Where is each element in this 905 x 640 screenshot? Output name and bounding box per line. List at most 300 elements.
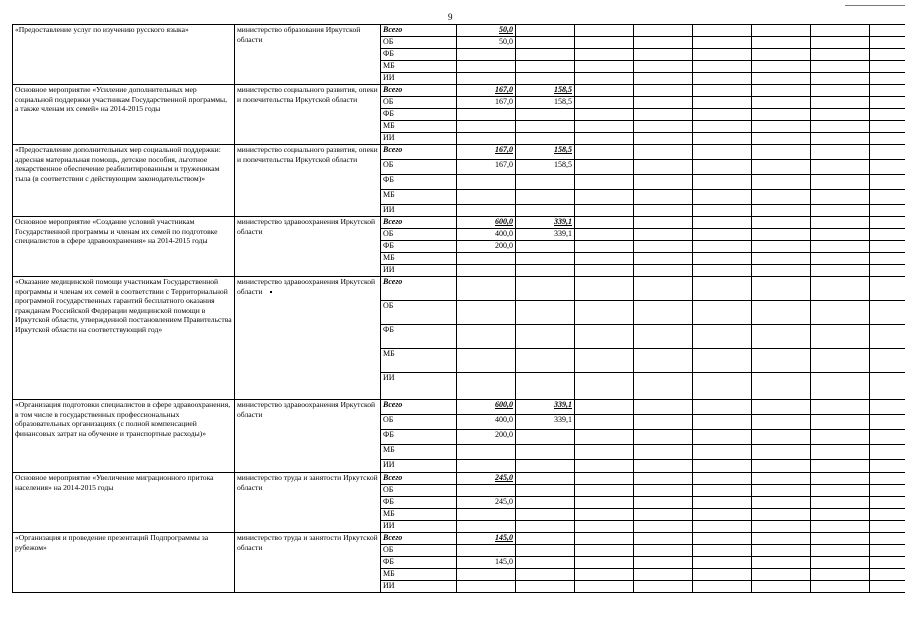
- value-cell: [752, 557, 811, 569]
- value-cell: [516, 581, 575, 593]
- value-cell: [575, 241, 634, 253]
- value-cell: [752, 73, 811, 85]
- value-cell: [870, 400, 905, 415]
- event-name-cell: Основное мероприятие «Усиление дополнительных мер социальной поддержки участникам Государственной программы, а также членам их семей» на 2014-2015 годы: [13, 85, 235, 145]
- value-cell: [634, 277, 693, 301]
- value-cell: [870, 430, 905, 445]
- funding-source-label: ОБ: [381, 160, 457, 175]
- value-cell: [634, 37, 693, 49]
- value-cell: [575, 533, 634, 545]
- value-cell: [634, 400, 693, 415]
- value-cell: [811, 133, 870, 145]
- value-cell: [516, 205, 575, 217]
- value-cell: [811, 373, 870, 400]
- executor-text: министерство здравоохранения Иркутской области: [237, 217, 376, 236]
- funding-source-label: ФБ: [381, 241, 457, 253]
- value-cell: [575, 430, 634, 445]
- value-cell: [811, 581, 870, 593]
- executor-cell: [235, 145, 381, 217]
- executor-cell: [235, 217, 381, 277]
- value-cell: [870, 190, 905, 205]
- value-cell: [752, 190, 811, 205]
- value-cell: 245,0: [457, 497, 516, 509]
- value-cell: [634, 190, 693, 205]
- executor-text: министерство образования Иркутской области: [237, 25, 361, 44]
- event-name-cell: «Организация подготовки специалистов в сфере здравоохранения, в том числе в государственных профессиональных образовательных организациях (с полной компенсацией финансовых затрат на обучение и транспортные расходы)»: [13, 400, 235, 473]
- value-cell: [457, 569, 516, 581]
- value-cell: [752, 325, 811, 349]
- value-cell: [752, 121, 811, 133]
- value-cell: [634, 430, 693, 445]
- value-cell: [752, 277, 811, 301]
- scan-speck: [270, 291, 272, 293]
- value-cell: [752, 241, 811, 253]
- value-cell: [693, 557, 752, 569]
- value-cell: [575, 301, 634, 325]
- value-cell: [811, 85, 870, 97]
- value-cell: [693, 545, 752, 557]
- value-cell: [575, 557, 634, 569]
- value-cell: [575, 277, 634, 301]
- value-cell: [516, 460, 575, 473]
- value-cell: [516, 521, 575, 533]
- value-cell: 339,1: [516, 415, 575, 430]
- value-cell: [811, 241, 870, 253]
- value-cell: [811, 217, 870, 229]
- value-cell: [870, 85, 905, 97]
- value-cell: [811, 109, 870, 121]
- value-cell: [516, 241, 575, 253]
- funding-source-label: МБ: [381, 253, 457, 265]
- value-cell: [693, 121, 752, 133]
- value-cell: [634, 133, 693, 145]
- value-cell: [457, 460, 516, 473]
- value-cell: [693, 145, 752, 160]
- value-cell: 158,5: [516, 160, 575, 175]
- value-cell: [634, 301, 693, 325]
- value-cell: [752, 373, 811, 400]
- value-cell: 145,0: [457, 533, 516, 545]
- value-cell: [516, 557, 575, 569]
- value-cell: [634, 581, 693, 593]
- value-cell: [752, 581, 811, 593]
- value-cell: [870, 325, 905, 349]
- value-cell: [575, 229, 634, 241]
- funding-source-label: Всего: [381, 85, 457, 97]
- value-cell: [575, 415, 634, 430]
- funding-source-label: ИИ: [381, 73, 457, 85]
- value-cell: [752, 37, 811, 49]
- value-cell: [516, 349, 575, 373]
- value-cell: [457, 73, 516, 85]
- value-cell: [457, 581, 516, 593]
- funding-source-label: МБ: [381, 349, 457, 373]
- value-cell: [634, 253, 693, 265]
- value-cell: [516, 325, 575, 349]
- value-cell: [516, 61, 575, 73]
- value-cell: [811, 415, 870, 430]
- value-cell: [693, 301, 752, 325]
- value-cell: [516, 430, 575, 445]
- value-cell: [811, 175, 870, 190]
- value-cell: [457, 277, 516, 301]
- executor-text: министерство социального развития, опеки и попечительства Иркутской области: [237, 85, 378, 104]
- value-cell: [634, 349, 693, 373]
- value-cell: [634, 241, 693, 253]
- value-cell: [752, 217, 811, 229]
- value-cell: [752, 415, 811, 430]
- value-cell: [575, 253, 634, 265]
- value-cell: [811, 473, 870, 485]
- value-cell: [693, 73, 752, 85]
- table-row: [13, 217, 905, 229]
- value-cell: [752, 49, 811, 61]
- value-cell: [457, 49, 516, 61]
- value-cell: [870, 205, 905, 217]
- value-cell: [811, 160, 870, 175]
- value-cell: [752, 61, 811, 73]
- value-cell: [516, 73, 575, 85]
- value-cell: [575, 160, 634, 175]
- value-cell: 245,0: [457, 473, 516, 485]
- value-cell: [457, 253, 516, 265]
- value-cell: [870, 533, 905, 545]
- value-cell: [634, 97, 693, 109]
- funding-source-label: Всего: [381, 533, 457, 545]
- value-cell: [575, 265, 634, 277]
- value-cell: [693, 415, 752, 430]
- value-cell: [870, 61, 905, 73]
- value-cell: [457, 521, 516, 533]
- value-cell: [634, 415, 693, 430]
- value-cell: [752, 301, 811, 325]
- table-row: [13, 473, 905, 485]
- value-cell: [575, 145, 634, 160]
- value-cell: [457, 349, 516, 373]
- funding-source-label: ОБ: [381, 415, 457, 430]
- executor-cell: [235, 277, 381, 400]
- value-cell: [634, 25, 693, 37]
- value-cell: [516, 509, 575, 521]
- value-cell: [870, 445, 905, 460]
- funding-source-label: ОБ: [381, 545, 457, 557]
- table-row: [13, 25, 905, 37]
- value-cell: [634, 485, 693, 497]
- value-cell: [811, 533, 870, 545]
- value-cell: [457, 121, 516, 133]
- value-cell: [575, 325, 634, 349]
- value-cell: 400,0: [457, 229, 516, 241]
- value-cell: [752, 265, 811, 277]
- value-cell: 145,0: [457, 557, 516, 569]
- value-cell: [575, 61, 634, 73]
- value-cell: [516, 190, 575, 205]
- value-cell: [634, 49, 693, 61]
- value-cell: [870, 569, 905, 581]
- executor-text: министерство здравоохранения Иркутской области: [237, 277, 376, 296]
- funding-source-label: ФБ: [381, 497, 457, 509]
- value-cell: [457, 205, 516, 217]
- value-cell: [575, 73, 634, 85]
- value-cell: [811, 265, 870, 277]
- value-cell: 158,5: [516, 97, 575, 109]
- value-cell: [693, 400, 752, 415]
- value-cell: [575, 445, 634, 460]
- value-cell: 339,1: [516, 217, 575, 229]
- value-cell: [811, 49, 870, 61]
- value-cell: [457, 109, 516, 121]
- value-cell: [575, 37, 634, 49]
- value-cell: [870, 49, 905, 61]
- value-cell: [811, 485, 870, 497]
- funding-source-label: ФБ: [381, 325, 457, 349]
- value-cell: [752, 145, 811, 160]
- value-cell: [870, 277, 905, 301]
- value-cell: [693, 229, 752, 241]
- value-cell: 200,0: [457, 430, 516, 445]
- value-cell: [811, 73, 870, 85]
- value-cell: [575, 49, 634, 61]
- value-cell: [811, 497, 870, 509]
- value-cell: [516, 175, 575, 190]
- value-cell: [516, 49, 575, 61]
- value-cell: [693, 430, 752, 445]
- value-cell: [752, 205, 811, 217]
- value-cell: [811, 301, 870, 325]
- value-cell: [516, 569, 575, 581]
- value-cell: 167,0: [457, 160, 516, 175]
- value-cell: [811, 509, 870, 521]
- funding-source-label: ОБ: [381, 229, 457, 241]
- value-cell: [870, 415, 905, 430]
- value-cell: [752, 497, 811, 509]
- value-cell: 50,0: [457, 37, 516, 49]
- value-cell: [752, 460, 811, 473]
- table-row: [13, 277, 905, 301]
- value-cell: [457, 190, 516, 205]
- value-cell: [811, 229, 870, 241]
- value-cell: [575, 175, 634, 190]
- value-cell: [752, 473, 811, 485]
- value-cell: [811, 430, 870, 445]
- event-name-cell: Основное мероприятие «Увеличение миграционного притока населения» на 2014-2015 годы: [13, 473, 235, 533]
- value-cell: [575, 217, 634, 229]
- value-cell: [634, 160, 693, 175]
- funding-source-label: ОБ: [381, 97, 457, 109]
- value-cell: [516, 533, 575, 545]
- value-cell: [693, 160, 752, 175]
- value-cell: [870, 265, 905, 277]
- value-cell: [870, 521, 905, 533]
- value-cell: [870, 160, 905, 175]
- value-cell: [516, 277, 575, 301]
- value-cell: [870, 497, 905, 509]
- table-row: [13, 400, 905, 415]
- value-cell: [457, 301, 516, 325]
- value-cell: [634, 325, 693, 349]
- value-cell: [870, 473, 905, 485]
- value-cell: [870, 97, 905, 109]
- value-cell: [752, 160, 811, 175]
- value-cell: [870, 109, 905, 121]
- value-cell: [575, 473, 634, 485]
- value-cell: [752, 97, 811, 109]
- value-cell: [870, 145, 905, 160]
- page-number: 9: [448, 12, 453, 22]
- value-cell: [575, 133, 634, 145]
- value-cell: [870, 485, 905, 497]
- value-cell: [575, 349, 634, 373]
- value-cell: [516, 253, 575, 265]
- executor-text: министерство социального развития, опеки и попечительства Иркутской области: [237, 145, 378, 164]
- event-name-cell: «Оказание медицинской помощи участникам Государственной программы и членам их семей в соответствии с Территориальной программой государственных гарантий бесплатного оказания гражданам Российской Федерации медицинской помощи в Иркутской области, утвержденной постановлением Правительства Иркутской области на соответствующий год»: [13, 277, 235, 400]
- value-cell: [634, 460, 693, 473]
- value-cell: [634, 85, 693, 97]
- funding-source-label: Всего: [381, 400, 457, 415]
- value-cell: [752, 545, 811, 557]
- executor-text: министерство труда и занятости Иркутской области: [237, 473, 378, 492]
- value-cell: [811, 349, 870, 373]
- value-cell: [575, 85, 634, 97]
- document-page: [12, 24, 900, 593]
- executor-cell: [235, 25, 381, 85]
- value-cell: [870, 373, 905, 400]
- value-cell: [752, 133, 811, 145]
- value-cell: [752, 229, 811, 241]
- value-cell: [693, 25, 752, 37]
- funding-source-label: ФБ: [381, 557, 457, 569]
- funding-source-label: МБ: [381, 121, 457, 133]
- value-cell: [752, 521, 811, 533]
- value-cell: [575, 545, 634, 557]
- event-name-cell: Основное мероприятие «Создание условий участникам Государственной программы и членам их семей по подготовке специалистов в сфере здравоохранения» на 2014-2015 годы: [13, 217, 235, 277]
- value-cell: [693, 373, 752, 400]
- value-cell: [752, 85, 811, 97]
- value-cell: [457, 373, 516, 400]
- value-cell: [575, 97, 634, 109]
- event-name-cell: «Предоставление услуг по изучению русского языка»: [13, 25, 235, 85]
- value-cell: 158,5: [516, 85, 575, 97]
- value-cell: [752, 569, 811, 581]
- value-cell: [575, 485, 634, 497]
- value-cell: [870, 301, 905, 325]
- value-cell: [516, 545, 575, 557]
- event-name-cell: «Предоставление дополнительных мер социальной поддержки: адресная материальная помощь, детские пособия, льготное лекарственное обеспечение реабилитированным и труженикам тыла (в соответствии с действующим законодательством)»: [13, 145, 235, 217]
- value-cell: [693, 509, 752, 521]
- value-cell: [870, 175, 905, 190]
- funding-source-label: ИИ: [381, 460, 457, 473]
- value-cell: [693, 85, 752, 97]
- value-cell: [575, 190, 634, 205]
- value-cell: [811, 400, 870, 415]
- funding-source-label: МБ: [381, 445, 457, 460]
- value-cell: [575, 581, 634, 593]
- value-cell: [575, 569, 634, 581]
- funding-source-label: ОБ: [381, 301, 457, 325]
- value-cell: [516, 37, 575, 49]
- value-cell: [634, 557, 693, 569]
- funding-source-label: ИИ: [381, 373, 457, 400]
- value-cell: [457, 175, 516, 190]
- value-cell: [811, 445, 870, 460]
- value-cell: [516, 121, 575, 133]
- value-cell: 339,1: [516, 400, 575, 415]
- value-cell: [693, 217, 752, 229]
- value-cell: [870, 121, 905, 133]
- value-cell: [811, 121, 870, 133]
- funding-source-label: Всего: [381, 277, 457, 301]
- value-cell: 167,0: [457, 85, 516, 97]
- value-cell: [693, 277, 752, 301]
- value-cell: [634, 145, 693, 160]
- value-cell: [870, 581, 905, 593]
- value-cell: [693, 37, 752, 49]
- value-cell: [811, 545, 870, 557]
- value-cell: [693, 253, 752, 265]
- value-cell: [575, 373, 634, 400]
- value-cell: [811, 460, 870, 473]
- value-cell: 600,0: [457, 400, 516, 415]
- value-cell: [693, 569, 752, 581]
- value-cell: 339,1: [516, 229, 575, 241]
- value-cell: 400,0: [457, 415, 516, 430]
- value-cell: [693, 97, 752, 109]
- value-cell: [516, 497, 575, 509]
- value-cell: [634, 497, 693, 509]
- value-cell: [693, 349, 752, 373]
- value-cell: [693, 109, 752, 121]
- value-cell: [575, 121, 634, 133]
- value-cell: [575, 25, 634, 37]
- value-cell: [752, 485, 811, 497]
- value-cell: [811, 521, 870, 533]
- value-cell: [693, 241, 752, 253]
- value-cell: [457, 61, 516, 73]
- value-cell: 50,0: [457, 25, 516, 37]
- value-cell: [693, 325, 752, 349]
- value-cell: [516, 485, 575, 497]
- table-row: [13, 85, 905, 97]
- executor-cell: [235, 400, 381, 473]
- value-cell: [634, 205, 693, 217]
- value-cell: [516, 445, 575, 460]
- value-cell: [634, 109, 693, 121]
- value-cell: [634, 533, 693, 545]
- funding-source-label: ОБ: [381, 37, 457, 49]
- value-cell: [752, 349, 811, 373]
- funding-source-label: Всего: [381, 25, 457, 37]
- value-cell: [811, 37, 870, 49]
- value-cell: 600,0: [457, 217, 516, 229]
- value-cell: [693, 61, 752, 73]
- value-cell: [516, 301, 575, 325]
- funding-source-label: ФБ: [381, 430, 457, 445]
- value-cell: [693, 521, 752, 533]
- value-cell: [516, 25, 575, 37]
- value-cell: [693, 190, 752, 205]
- funding-source-label: ИИ: [381, 581, 457, 593]
- value-cell: [811, 277, 870, 301]
- value-cell: [457, 133, 516, 145]
- value-cell: [634, 445, 693, 460]
- value-cell: [693, 49, 752, 61]
- value-cell: [516, 109, 575, 121]
- value-cell: [634, 121, 693, 133]
- table-row: [13, 145, 905, 160]
- value-cell: [457, 445, 516, 460]
- value-cell: [811, 97, 870, 109]
- value-cell: [516, 473, 575, 485]
